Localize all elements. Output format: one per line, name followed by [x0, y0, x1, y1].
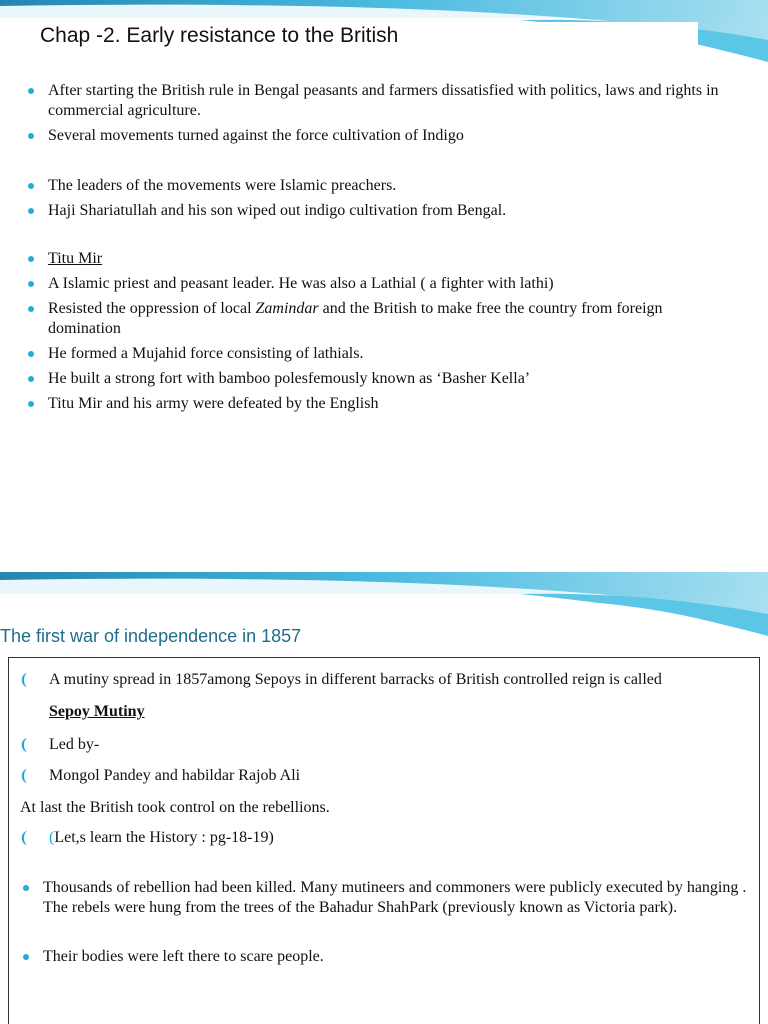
mutiny-text: A mutiny spread in 1857among Sepoys in different barracks of British controlled reign is called: [49, 671, 662, 688]
bullet-item: A Islamic priest and peasant leader. He was also a Lathial ( a fighter with lathi): [22, 274, 712, 294]
bullet-item: Several movements turned against the force cultivation of Indigo: [22, 126, 742, 146]
crescent-bullet-icon: [18, 737, 28, 753]
led-by-item: [49, 735, 99, 755]
content-box: [8, 657, 760, 1024]
bullet-item: The leaders of the movements were Islamic preachers.: [22, 176, 742, 196]
crescent-bullet-icon: [18, 768, 28, 784]
bullet-group-2: [22, 176, 742, 221]
bullet-item: Thousands of rebellion had been killed. Many mutineers and commoners were publicly executed by hanging . The rebels were hung from the trees of the Bahadur ShahPark (previously known as Victoria park).: [17, 878, 749, 918]
bullet-text: Resisted the oppression of local: [48, 300, 256, 317]
bullet-item: Haji Shariatullah and his son wiped out indigo cultivation from Bengal.: [22, 201, 742, 221]
leaders-text: Mongol Pandey and habildar Rajob Ali: [49, 767, 301, 784]
slide-2-title: The first war of independence in 1857: [0, 626, 302, 646]
bullet-item: He built a strong fort with bamboo polesfemously known as ‘Basher Kella’: [22, 369, 712, 389]
bullet-item: Titu Mir and his army were defeated by the English: [22, 394, 712, 414]
bullet-item: [22, 299, 712, 339]
bullet-item: He formed a Mujahid force consisting of lathials.: [22, 344, 712, 364]
slide-1-title: Chap -2. Early resistance to the British: [38, 22, 698, 54]
zamindar-term: Zamindar: [255, 300, 319, 317]
bullet-group-1: [22, 81, 742, 146]
reference-item: [49, 828, 274, 848]
reference-paren: (: [49, 829, 55, 846]
slide-2: [0, 572, 768, 1024]
crescent-bullet-icon: [18, 672, 28, 688]
bullet-item: Their bodies were left there to scare people.: [17, 947, 749, 967]
sepoy-mutiny-term: Sepoy Mutiny: [49, 703, 145, 720]
bullet-group-titu: [22, 249, 712, 414]
reference-text: Let,s learn the History : pg-18-19): [54, 829, 274, 846]
mutiny-item: [49, 670, 749, 690]
leaders-item: [49, 766, 300, 786]
titu-mir-heading: Titu Mir: [22, 249, 712, 269]
led-by-text: Led by-: [49, 736, 100, 753]
bullet-item: After starting the British rule in Bengal peasants and farmers dissatisfied with politics, laws and rights in commercial agriculture.: [22, 81, 742, 121]
crescent-bullet-icon: [18, 830, 28, 846]
control-text: At last the British took control on the rebellions.: [20, 799, 330, 816]
bullet-text: and the British to make free the country from foreign domination: [48, 300, 663, 337]
bullet-group-slide2: [17, 878, 749, 967]
